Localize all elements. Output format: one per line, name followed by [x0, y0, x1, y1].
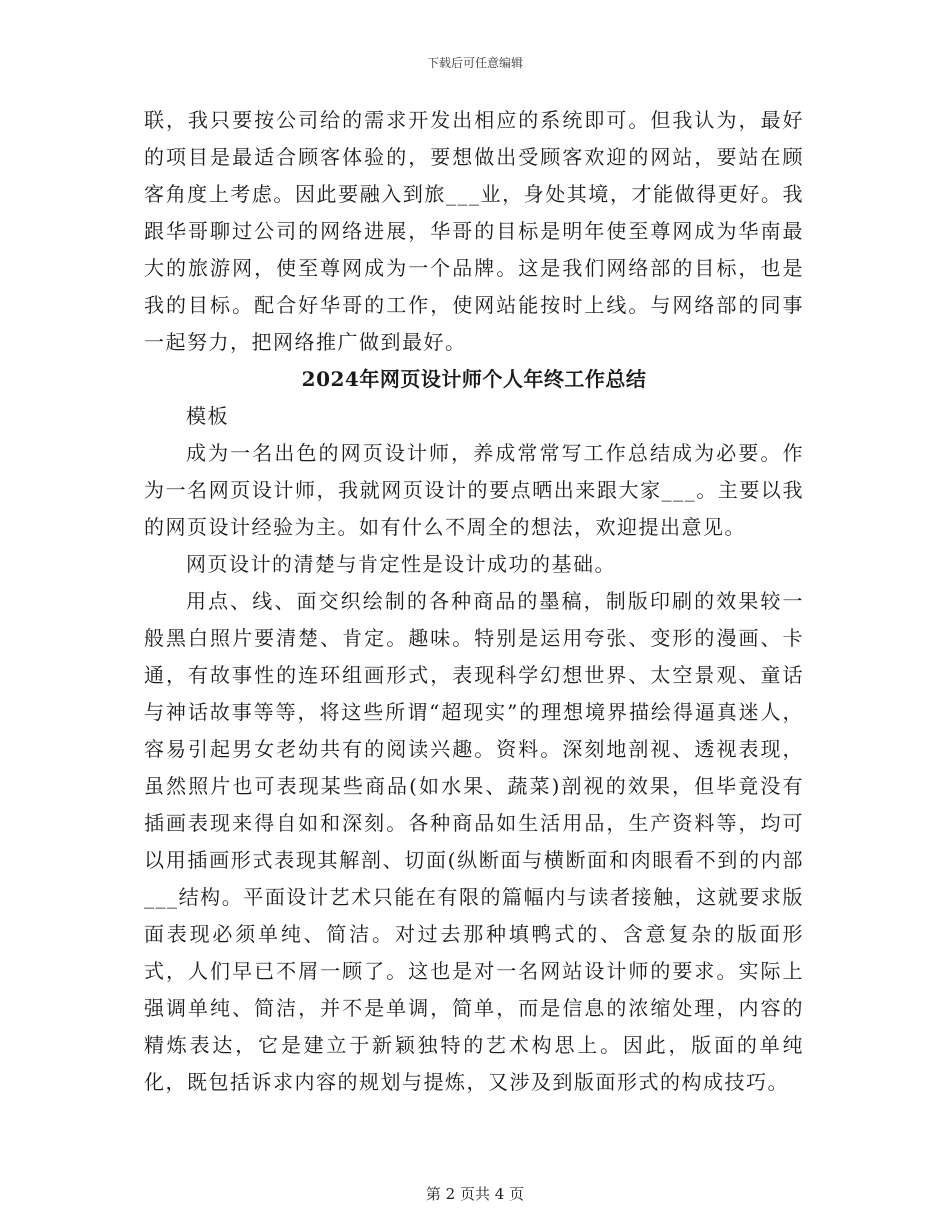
page-header: 下载后可任意编辑 — [426, 56, 523, 70]
page-footer: 第 2 页共 4 页 — [425, 1185, 525, 1203]
paragraph-template-label: 模板 — [186, 404, 229, 428]
document-body — [144, 102, 804, 1101]
section-title: 2024年网页设计师个人年终工作总结 — [301, 367, 647, 391]
paragraph-continuation: 联，我只要按公司给的需求开发出相应的系统即可。但我认为，最好的项目是最适合顾客体验的，要想做出受顾客欢迎的网站，要站在顾客角度上考虑。因此要融入到旅___业，身处其境，才能做得更好。我跟华哥聊过公司的网络进展，华哥的目标是明年使至尊网成为华南最大的旅游网，使至尊网成为一个品牌。这是我们网络部的目标，也是我的目标。配合好华哥的工作，使网站能按时上线。与网络部的同事一起努力，把网络推广做到最好。 — [144, 108, 804, 354]
paragraph-illustration: 用点、线、面交织绘制的各种商品的墨稿，制版印刷的效果较一般黑白照片要清楚、肯定。趣味。特别是运用夸张、变形的漫画、卡通，有故事性的连环组画形式，表现科学幻想世界、太空景观、童话与神话故事等等，将这些所谓“超现实”的理想境界描绘得逼真迷人，容易引起男女老幼共有的阅读兴趣。资料。深刻地剖视、透视表现，虽然照片也可表现某些商品(如水果、蔬菜)剖视的效果，但毕竟没有插画表现来得自如和深刻。各种商品如生活用品，生产资料等，均可以用插画形式表现其解剖、切面(纵断面与横断面和肉眼看不到的内部___结构。平面设计艺术只能在有限的篇幅内与读者接触，这就要求版面表现必须单纯、简洁。对过去那种填鸭式的、含意复杂的版面形式，人们早已不屑一顾了。这也是对一名网站设计师的要求。实际上强调单纯、简洁，并不是单调，简单，而是信息的浓缩处理，内容的精炼表达，它是建立于新颖独特的艺术构思上。因此，版面的单纯化，既包括诉求内容的规划与提炼，又涉及到版面形式的构成技巧。 — [144, 589, 804, 1094]
paragraph-intro: 成为一名出色的网页设计师，养成常常写工作总结成为必要。作为一名网页设计师，我就网页设计的要点晒出来跟大家___。主要以我的网页设计经验为主。如有什么不周全的想法，欢迎提出意见。 — [144, 441, 804, 539]
paragraph-basis: 网页设计的清楚与肯定性是设计成功的基础。 — [186, 552, 616, 576]
